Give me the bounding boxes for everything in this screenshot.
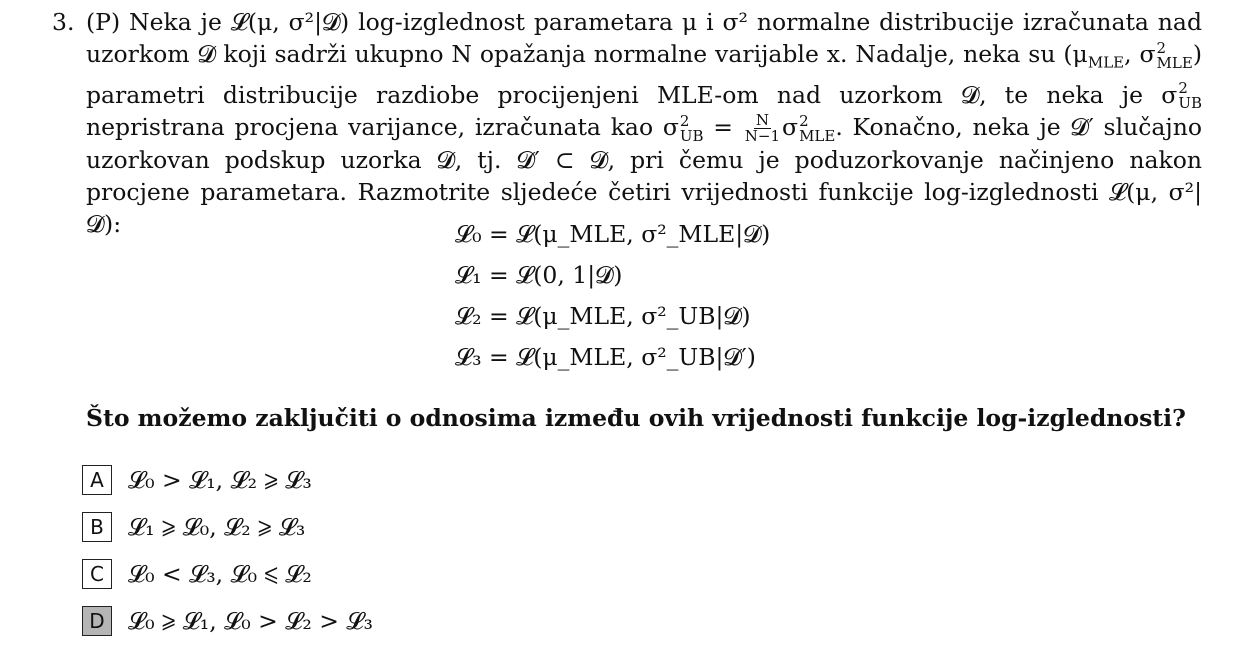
equation-rhs: 𝓛(μ_MLE, σ²_UB|𝓓) xyxy=(516,302,751,330)
stem-text: = xyxy=(703,113,743,142)
option-text: 𝓛₀ ⩾ 𝓛₁, 𝓛₀ > 𝓛₂ > 𝓛₃ xyxy=(128,607,373,635)
stem-sup: 2 xyxy=(679,111,690,130)
stem-sup: 2 xyxy=(1156,38,1167,57)
equation-row: 𝓛₃ = 𝓛(μ_MLE, σ²_UB|𝓓′) xyxy=(455,343,756,371)
option-text: 𝓛₀ < 𝓛₃, 𝓛₀ ⩽ 𝓛₂ xyxy=(128,560,312,588)
stem-sub: UB xyxy=(679,126,704,145)
problem-number: 3. xyxy=(52,8,75,36)
stem-text: , σ xyxy=(1124,40,1156,68)
stem-sub: UB xyxy=(1178,94,1202,113)
option-letter-box[interactable]: B xyxy=(82,512,112,542)
stem-text: (P) Neka je 𝓛(μ, σ²|𝓓) log-izglednost parametara μ i σ² normalne distribucije izračunata nad uzorkom 𝓓 koji sadrži ukupno N opažanja normalne varijable x. Nadalje, neka su (μ xyxy=(86,8,1202,68)
stem-sup: 2 xyxy=(1178,79,1188,98)
stem-text: σ xyxy=(782,113,799,142)
equation-row: 𝓛₂ = 𝓛(μ_MLE, σ²_UB|𝓓) xyxy=(455,302,751,330)
stem-sub: MLE xyxy=(1087,53,1125,72)
stem-sup: 2 xyxy=(799,111,809,130)
fraction-denominator: N−1 xyxy=(744,127,781,146)
answer-options xyxy=(82,462,373,650)
option-d[interactable] xyxy=(82,603,373,639)
question-text: Što možemo zaključiti o odnosima između ovih vrijednosti funkcije log-izglednosti? xyxy=(86,404,1186,432)
equation-row: 𝓛₀ = 𝓛(μ_MLE, σ²_MLE|𝓓) xyxy=(455,220,771,248)
option-text: 𝓛₀ > 𝓛₁, 𝓛₂ ⩾ 𝓛₃ xyxy=(128,466,312,494)
equation-lhs: 𝓛₀ xyxy=(455,220,482,248)
option-text: 𝓛₁ ⩾ 𝓛₀, 𝓛₂ ⩾ 𝓛₃ xyxy=(128,513,306,541)
stem-sub: MLE xyxy=(1156,53,1193,72)
option-a[interactable] xyxy=(82,462,373,498)
equation-lhs: 𝓛₁ xyxy=(455,261,482,289)
problem-block xyxy=(52,6,1202,240)
stem-text: nepristrana procjena varijance, izračunata kao σ xyxy=(86,113,679,142)
option-letter-box-selected[interactable]: D xyxy=(82,606,112,636)
stem-text: . Konačno, neka je 𝓓′ slučajno uzorkovan podskup uzorka 𝓓, tj. 𝓓′ ⊂ 𝓓, pri čemu je poduzorkovanje načinjeno nakon procjene parametara. Razmotrite sljedeće četiri vrijednosti funkcije log-izglednosti 𝓛(μ, σ²|𝓓): xyxy=(86,113,1202,239)
problem-stem xyxy=(86,6,1202,240)
option-letter-box[interactable]: C xyxy=(82,559,112,589)
equation-block xyxy=(455,214,770,378)
equation-lhs: 𝓛₂ xyxy=(455,302,482,330)
equation-row: 𝓛₁ = 𝓛(0, 1|𝓓) xyxy=(455,261,623,289)
stem-sub: MLE xyxy=(799,126,836,145)
equation-rhs: 𝓛(μ_MLE, σ²_UB|𝓓′) xyxy=(516,343,756,371)
stem-text: ) parametri distribucije razdiobe procijenjeni MLE-om nad uzorkom 𝓓, te neka je σ xyxy=(86,40,1202,109)
option-c[interactable] xyxy=(82,556,373,592)
equation-lhs: 𝓛₃ xyxy=(455,343,482,371)
fraction xyxy=(745,113,780,144)
option-letter-box[interactable]: A xyxy=(82,465,112,495)
fraction-numerator: N xyxy=(755,111,769,130)
option-b[interactable] xyxy=(82,509,373,545)
equation-rhs: 𝓛(0, 1|𝓓) xyxy=(516,261,623,289)
equation-rhs: 𝓛(μ_MLE, σ²_MLE|𝓓) xyxy=(516,220,771,248)
